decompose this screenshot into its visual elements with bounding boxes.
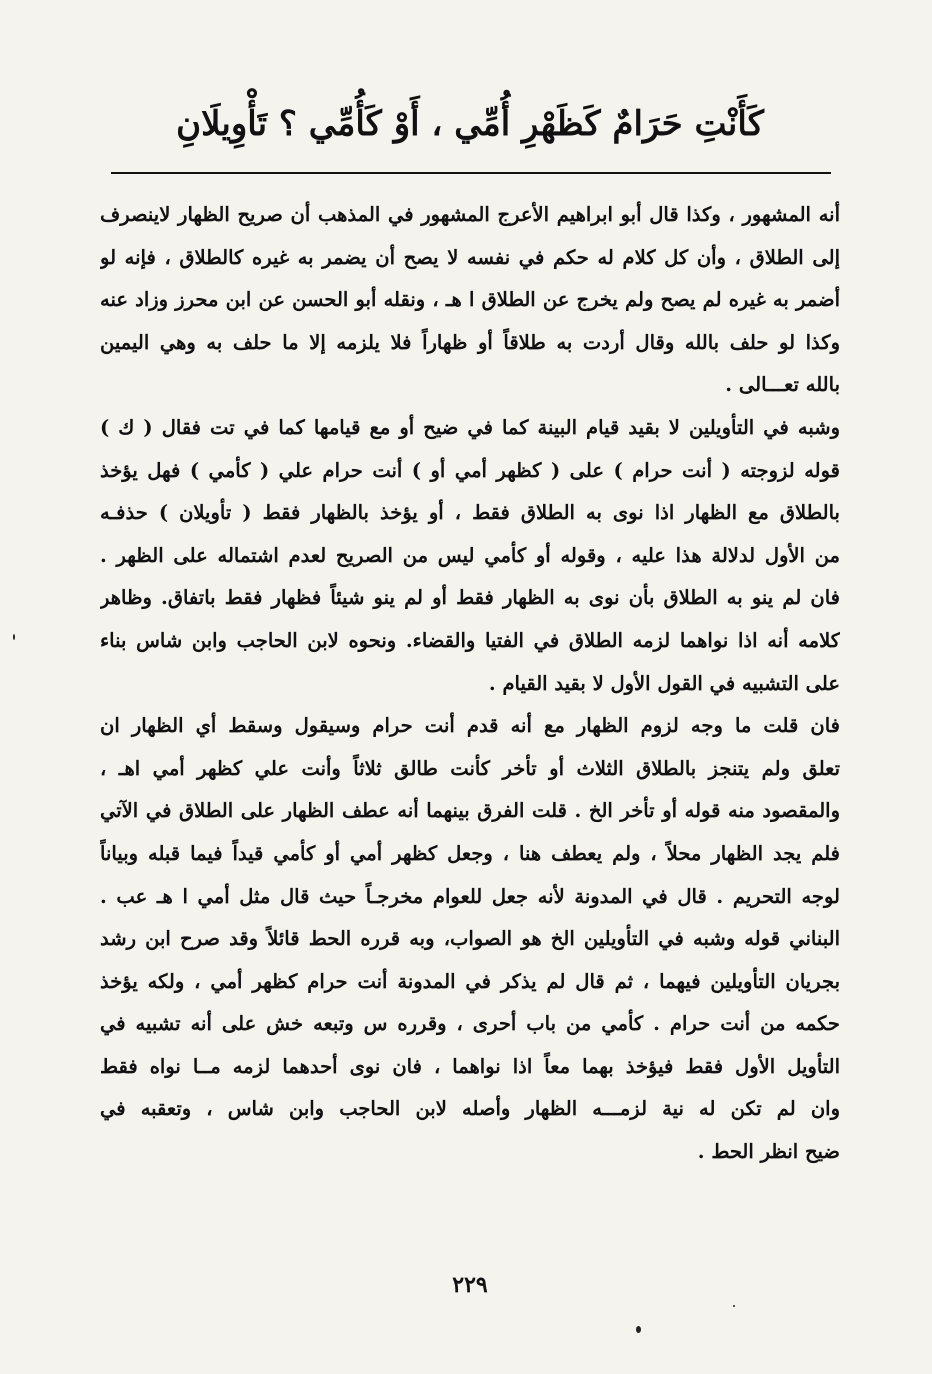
text-line: إلى الطلاق ، وأن كل كلام له حكم في نفسه لا يصح أن يضمر به غيره كالطلاق ، فإنه لو xyxy=(100,245,840,269)
text-line: البناني قوله وشبه في التأويلين الخ هو الصواب، وبه قرره الحط قائلاً وقد صرح ابن رشد xyxy=(100,927,840,951)
text-line: تعلق ولم يتنجز بالطلاق الثلاث أو تأخر كأنت طالق ثلاثاً وأنت علي كظهر أمي اهـ ، xyxy=(100,756,840,780)
text-line: فلم يجد الظهار محلاً ، ولم يعطف هنا ، وجعل كظهر أمي أو كأمي قيداً فيما قبله وبياناً xyxy=(100,841,840,865)
text-line: كلامه أنه اذا نواهما لزمه الطلاق في الفتيا والقضاء. ونحوه لابن الحاجب وابن شاس بناء xyxy=(100,628,840,652)
scan-speck xyxy=(733,1305,735,1307)
text-line: حكمه من أنت حرام . كأمي من باب أحرى ، وقرره س وتبعه خش على أنه تشبيه في xyxy=(100,1012,840,1036)
text-line: بالله تعـــالى . xyxy=(725,373,840,397)
text-line: التأويل الأول فقط فيؤخذ بهما معاً اذا نواهما ، فان نوى أحدهما لزمه مــا نواه فقط xyxy=(100,1054,840,1078)
text-line: فان لم ينو به الطلاق بأن نوى به الظهار فقط أو لم ينو شيئاً فظهار فقط باتفاق. وظاهر xyxy=(100,586,840,610)
page-title: كَأَنْتِ حَرَامٌ كَظَهْرِ أُمِّي ، أَوْ كَأُمِّي ؟ تَأْوِيلَانِ xyxy=(176,104,764,144)
text-line: بالطلاق مع الظهار اذا نوى به الطلاق فقط ، أو يؤخذ بالظهار فقط ( تأويلان ) حذفـه xyxy=(100,501,840,525)
page-number: ٢٢٩ xyxy=(452,1272,488,1298)
scan-speck xyxy=(636,1326,641,1333)
text-line: وان لم تكن له نية لزمـــه الظهار وأصله لابن الحاجب وابن شاس ، وتعقبه في xyxy=(100,1097,840,1121)
text-line: لوجه التحريم . قال في المدونة لأنه جعل للعوام مخرجـاً حيث قال مثل أمي ا هـ عب . xyxy=(100,884,840,908)
text-line: من الأول لدلالة هذا عليه ، وقوله أو كأمي ليس من الصريح لعدم اشتماله على الظهر . xyxy=(100,543,840,567)
text-line: ضيح انظر الحط . xyxy=(697,1140,840,1164)
text-line: أنه المشهور ، وكذا قال أبو ابراهيم الأعرج المشهور في المذهب أن صريح الظهار لاينصرف xyxy=(100,203,840,226)
text-line: أضمر به غيره لم يصح ولم يخرج عن الطلاق ا هـ ، ونقله أبو الحسن عن ابن محرز وزاد عنه xyxy=(100,288,840,312)
text-line: بجريان التأويلين فيهما ، ثم قال لم يذكر في المدونة أنت حرام كظهر أمي ، ولكه يؤخذ xyxy=(100,969,840,993)
text-line: وكذا لو حلف بالله وقال أردت به طلاقاً أو ظهاراً فلا يلزمه إلا ما حلف به وهي اليمين xyxy=(100,330,840,354)
body-text xyxy=(100,194,840,1174)
text-line: قوله لزوجته ( أنت حرام ) على ( كظهر أمي أو ) أنت حرام علي ( كأمي ) فهل يؤخذ xyxy=(100,458,840,482)
header-divider xyxy=(111,172,831,174)
text-line: على التشبيه في القول الأول لا بقيد القيام . xyxy=(488,671,840,695)
text-line: والمقصود منه قوله أو تأخر الخ . قلت الفرق بينهما أنه عطف الظهار على الطلاق في الآتي xyxy=(100,799,840,823)
text-line: فان قلت ما وجه لزوم الظهار مع أنه قدم أنت حرام وسيقول وسقط أي الظهار ان xyxy=(100,714,840,738)
text-line: وشبه في التأويلين لا بقيد قيام البينة كما في ضيح أو مع قيامها كما في تت فقال ( ك ) xyxy=(100,415,840,439)
scan-speck xyxy=(13,634,15,640)
